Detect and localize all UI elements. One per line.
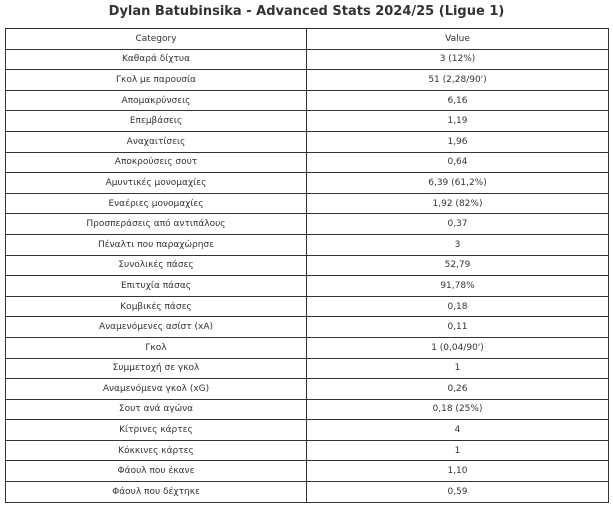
table-row bbox=[6, 440, 609, 461]
table-header-row bbox=[6, 29, 609, 50]
table-row bbox=[6, 420, 609, 441]
category-cell: Αναχαιτίσεις bbox=[6, 131, 307, 152]
category-cell: Επιτυχία πάσας bbox=[6, 276, 307, 297]
table-row bbox=[6, 131, 609, 152]
value-cell: 3 (12%) bbox=[307, 49, 609, 70]
category-cell: Κομβικές πάσες bbox=[6, 296, 307, 317]
table-row bbox=[6, 296, 609, 317]
table-row bbox=[6, 276, 609, 297]
column-header-category: Category bbox=[6, 29, 307, 50]
value-cell: 0,18 bbox=[307, 296, 609, 317]
value-cell: 51 (2,28/90') bbox=[307, 70, 609, 91]
table-row bbox=[6, 337, 609, 358]
category-cell: Γκολ με παρουσία bbox=[6, 70, 307, 91]
value-cell: 6,16 bbox=[307, 90, 609, 111]
category-cell: Καθαρά δίχτυα bbox=[6, 49, 307, 70]
value-cell: 1 bbox=[307, 440, 609, 461]
table-body bbox=[6, 49, 609, 502]
value-cell: 0,26 bbox=[307, 379, 609, 400]
table-row bbox=[6, 152, 609, 173]
value-cell: 0,18 (25%) bbox=[307, 399, 609, 420]
table-row bbox=[6, 317, 609, 338]
category-cell: Κόκκινες κάρτες bbox=[6, 440, 307, 461]
category-cell: Γκολ bbox=[6, 337, 307, 358]
category-cell: Σουτ ανά αγώνα bbox=[6, 399, 307, 420]
value-cell: 1,96 bbox=[307, 131, 609, 152]
value-cell: 1,19 bbox=[307, 111, 609, 132]
stats-table bbox=[5, 28, 609, 503]
category-cell: Αναμενόμενες ασίστ (xA) bbox=[6, 317, 307, 338]
table-row bbox=[6, 234, 609, 255]
value-cell: 0,11 bbox=[307, 317, 609, 338]
table-row bbox=[6, 255, 609, 276]
table-row bbox=[6, 193, 609, 214]
value-cell: 6,39 (61,2%) bbox=[307, 173, 609, 194]
value-cell: 0,37 bbox=[307, 214, 609, 235]
value-cell: 91,78% bbox=[307, 276, 609, 297]
value-cell: 1 (0,04/90') bbox=[307, 337, 609, 358]
table-row bbox=[6, 461, 609, 482]
column-header-value: Value bbox=[307, 29, 609, 50]
table-row bbox=[6, 379, 609, 400]
category-cell: Αμυντικές μονομαχίες bbox=[6, 173, 307, 194]
category-cell: Φάουλ που έκανε bbox=[6, 461, 307, 482]
value-cell: 0,64 bbox=[307, 152, 609, 173]
chart-title: Dylan Batubinsika - Advanced Stats 2024/25 (Ligue 1) bbox=[108, 4, 505, 19]
category-cell: Επεμβάσεις bbox=[6, 111, 307, 132]
category-cell: Αποκρούσεις σουτ bbox=[6, 152, 307, 173]
category-cell: Προσπεράσεις από αντιπάλους bbox=[6, 214, 307, 235]
category-cell: Εναέριες μονομαχίες bbox=[6, 193, 307, 214]
table-row bbox=[6, 111, 609, 132]
table-row bbox=[6, 399, 609, 420]
category-cell: Συμμετοχή σε γκολ bbox=[6, 358, 307, 379]
category-cell: Κίτρινες κάρτες bbox=[6, 420, 307, 441]
table-row bbox=[6, 173, 609, 194]
table-row bbox=[6, 482, 609, 503]
value-cell: 0,59 bbox=[307, 482, 609, 503]
table-row bbox=[6, 70, 609, 91]
value-cell: 3 bbox=[307, 234, 609, 255]
category-cell: Συνολικές πάσες bbox=[6, 255, 307, 276]
category-cell: Αναμενόμενα γκολ (xG) bbox=[6, 379, 307, 400]
value-cell: 1,92 (82%) bbox=[307, 193, 609, 214]
category-cell: Απομακρύνσεις bbox=[6, 90, 307, 111]
value-cell: 1 bbox=[307, 358, 609, 379]
table-row bbox=[6, 358, 609, 379]
table-row bbox=[6, 214, 609, 235]
category-cell: Πέναλτι που παραχώρησε bbox=[6, 234, 307, 255]
category-cell: Φάουλ που δέχτηκε bbox=[6, 482, 307, 503]
value-cell: 52,79 bbox=[307, 255, 609, 276]
value-cell: 1,10 bbox=[307, 461, 609, 482]
value-cell: 4 bbox=[307, 420, 609, 441]
table-row bbox=[6, 49, 609, 70]
table-row bbox=[6, 90, 609, 111]
